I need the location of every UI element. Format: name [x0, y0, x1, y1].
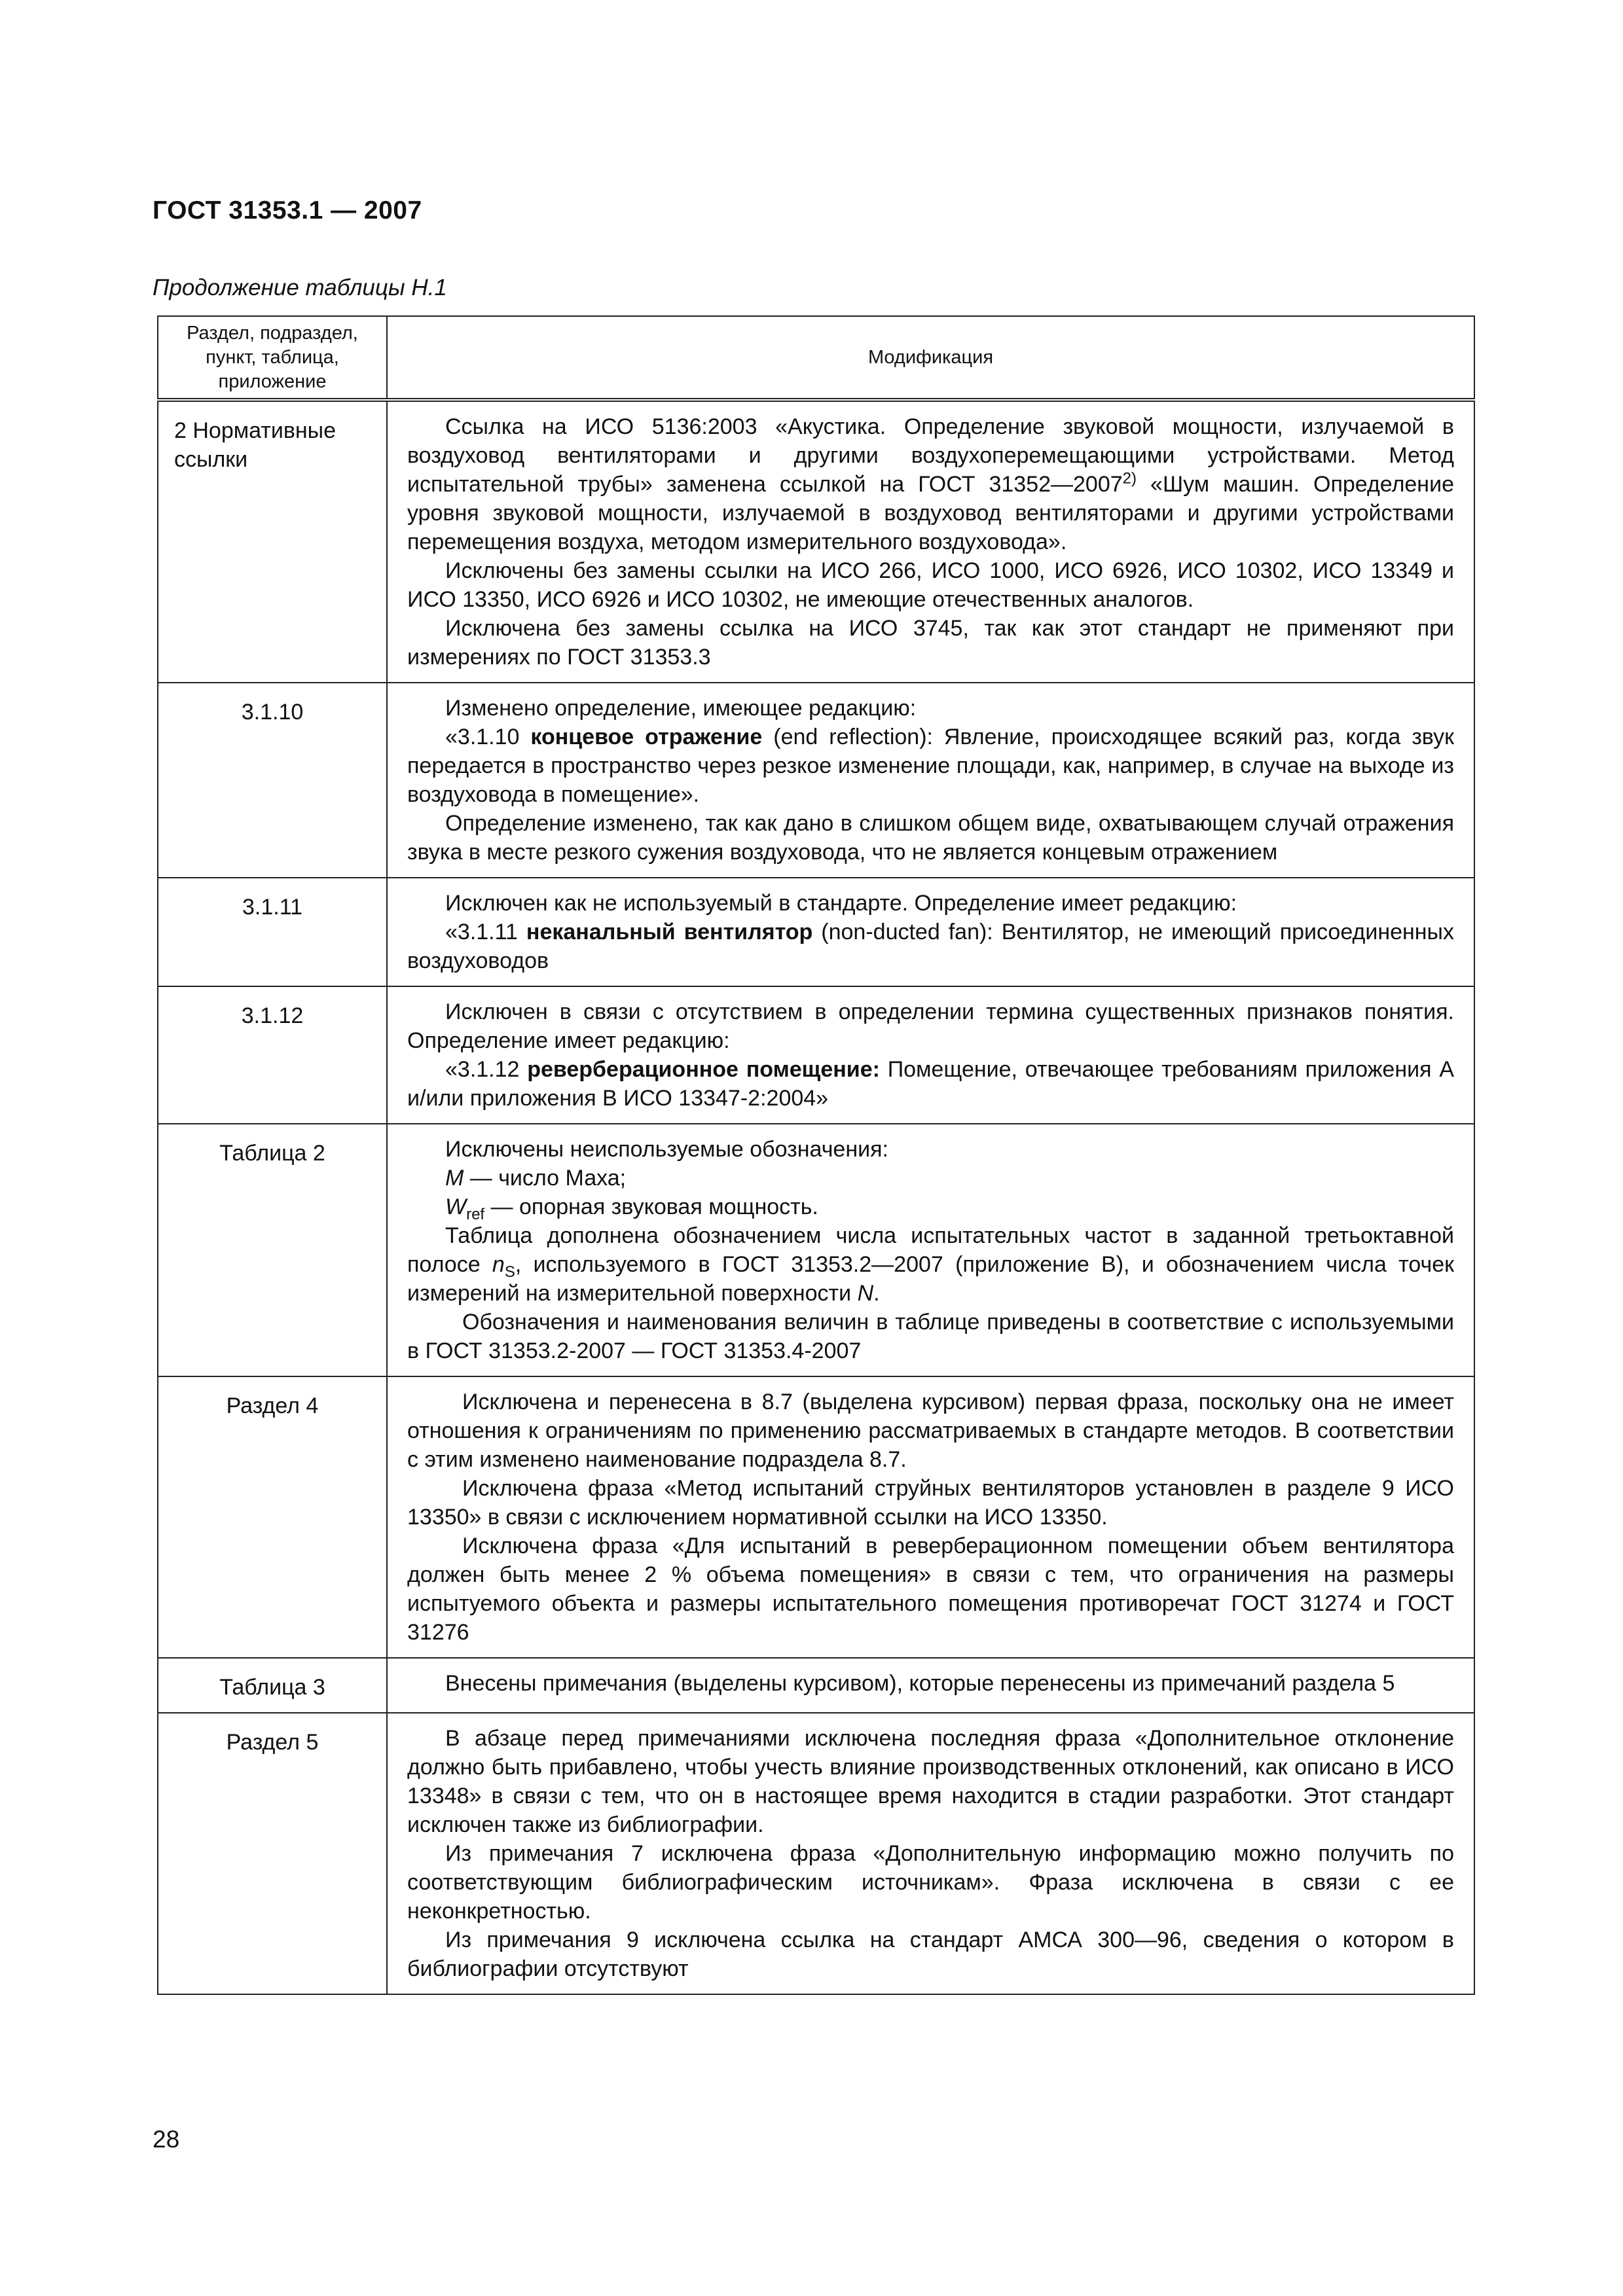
row-section-label: Таблица 3 — [158, 1658, 387, 1713]
subscript: ref — [466, 1205, 485, 1223]
table-row — [158, 1124, 1474, 1376]
modifications-table — [157, 315, 1475, 1995]
text: «3.1.10 — [445, 725, 531, 749]
paragraph: Из примечания 9 исключена ссылка на стандарт АМСА 300—96, сведения о котором в библиографии отсутствуют — [407, 1928, 1454, 1981]
row-modification-text — [387, 1713, 1474, 1994]
table-row — [158, 1376, 1474, 1658]
text: Помещение, отвечающее требованиям приложения А и/или приложения В ИСО 13347-2:2004» — [407, 1057, 1454, 1111]
table-continuation-caption: Продолжение таблицы Н.1 — [153, 275, 447, 300]
column-header-section: Раздел, подраздел, пункт, таблица, приложение — [158, 316, 387, 400]
paragraph: В абзаце перед примечаниями исключена последняя фраза «Дополнительное отклонение должно быть прибавлено, чтобы учесть влияние производственных отклонений, как описано в ИСО 13348» в связи с тем, что он в настоящее время находится в стадии разработки. Этот стандарт исключен также из библиографии. — [407, 1726, 1454, 1837]
symbol: N — [857, 1281, 874, 1306]
paragraph — [407, 1221, 1454, 1308]
paragraph — [407, 1055, 1454, 1113]
table-row — [158, 986, 1474, 1124]
row-modification-text — [387, 1658, 1474, 1713]
table-row — [158, 878, 1474, 986]
text: , используемого в ГОСТ 31353.2—2007 (приложение В), и обозначением числа точек измерений на измерительной поверхности — [407, 1252, 1455, 1306]
row-section-label: 2 Нормативные ссылки — [158, 400, 387, 683]
text: «3.1.12 — [445, 1057, 528, 1082]
paragraph — [407, 1164, 1454, 1193]
symbol: M — [445, 1166, 464, 1191]
subscript: S — [504, 1263, 515, 1281]
document-title: ГОСТ 31353.1 — 2007 — [153, 196, 422, 224]
row-modification-text — [387, 878, 1474, 986]
row-section-label: Раздел 4 — [158, 1376, 387, 1658]
table-row — [158, 1713, 1474, 1994]
paragraph: Исключен как не используемый в стандарте. Определение имеет редакцию: — [445, 891, 1237, 916]
paragraph: Обозначения и наименования величин в таблице приведены в соответствие с используемыми в ГОСТ 31353.2-2007 — ГОСТ 31353.4-2007 — [407, 1310, 1454, 1363]
paragraph: Внесены примечания (выделены курсивом), которые перенесены из примечаний раздела 5 — [445, 1671, 1395, 1696]
footnote-ref: 2) — [1122, 469, 1137, 488]
row-modification-text — [387, 683, 1474, 878]
paragraph: Определение изменено, так как дано в слишком общем виде, охватывающем случай отражения звука в месте резкого сужения воздуховода, что не является концевым отражением — [407, 811, 1454, 865]
text: (non-ducted fan): Вентилятор, не имеющий присоединенных воздуховодов — [407, 920, 1454, 973]
row-modification-text — [387, 1124, 1474, 1376]
paragraph: Исключены без замены ссылки на ИСО 266, ИСО 1000, ИСО 6926, ИСО 10302, ИСО 13349 и ИСО 13350, ИСО 6926 и ИСО 10302, не имеющие отечественных аналогов. — [407, 558, 1454, 612]
text: Ссылка на ИСО 5136:2003 «Акустика. Определение звуковой мощности, излучаемой в воздуховод вентиляторами и другими воздухоперемещающими устройствами. Метод испытательной трубы» заменена ссылкой на ГОСТ 31352—2007 — [407, 414, 1454, 497]
paragraph: Из примечания 7 исключена фраза «Дополнительную информацию можно получить по соответствующим библиографическим источникам». Фраза исключена в связи с ее неконкретностью. — [407, 1841, 1454, 1924]
text: (end reflection): Явление, происходящее всякий раз, когда звук передается в пространство через резкое изменение площади, как, например, в случае на выходе из воздуховода в помещение». — [407, 725, 1454, 807]
symbol: n — [492, 1252, 505, 1277]
table-row — [158, 400, 1474, 683]
row-modification-text — [387, 1376, 1474, 1658]
page-number: 28 — [153, 2126, 180, 2153]
defined-term: неканальный вентилятор — [526, 920, 813, 944]
row-section-label: 3.1.11 — [158, 878, 387, 986]
paragraph — [407, 1193, 1454, 1221]
text: «Шум машин. Определение уровня звуковой мощности, излучаемой в воздуховод вентиляторами и другими устройствами перемещения воздуха, методом измерительного воздуховода». — [407, 472, 1454, 554]
text: Таблица дополнена обозначением числа испытательных частот в заданной третьоктавной полосе — [407, 1223, 1454, 1277]
text: «3.1.11 — [445, 920, 526, 944]
table-header-row — [158, 316, 1474, 400]
defined-term: реверберационное помещение: — [527, 1057, 880, 1082]
paragraph: Исключена без замены ссылка на ИСО 3745, так как этот стандарт не применяют при измерениях по ГОСТ 31353.3 — [407, 616, 1454, 670]
row-modification-text — [387, 400, 1474, 683]
paragraph: Исключен в связи с отсутствием в определении термина существенных признаков понятия. Определение имеет редакцию: — [407, 999, 1454, 1053]
table-row — [158, 683, 1474, 878]
row-modification-text — [387, 986, 1474, 1124]
paragraph: Изменено определение, имеющее редакцию: — [445, 696, 917, 721]
row-section-label: Раздел 5 — [158, 1713, 387, 1994]
paragraph — [407, 723, 1454, 809]
paragraph: Исключена и перенесена в 8.7 (выделена курсивом) первая фраза, поскольку она не имеет отношения к ограничениям по применению рассматриваемых в стандарте методов. В соответствии с этим изменено наименование подраздела 8.7. — [407, 1390, 1454, 1472]
text: — число Маха; — [464, 1166, 627, 1191]
paragraph — [407, 918, 1454, 975]
text: . — [873, 1281, 880, 1306]
paragraph: Исключена фраза «Для испытаний в реверберационном помещении объем вентилятора должен быть менее 2 % объема помещения» в связи с тем, что ограничения на размеры испытуемого объекта и размеры испытательного помещения противоречат ГОСТ 31274 и ГОСТ 31276 — [407, 1534, 1454, 1645]
text: — опорная звуковая мощность. — [484, 1194, 818, 1219]
row-section-label: 3.1.10 — [158, 683, 387, 878]
paragraph — [407, 412, 1454, 556]
column-header-modification: Модификация — [387, 316, 1474, 400]
paragraph: Исключены неиспользуемые обозначения: — [445, 1137, 888, 1162]
paragraph: Исключена фраза «Метод испытаний струйных вентиляторов установлен в разделе 9 ИСО 13350» в связи с исключением нормативной ссылки на ИСО 13350. — [407, 1476, 1454, 1530]
row-section-label: Таблица 2 — [158, 1124, 387, 1376]
row-section-label: 3.1.12 — [158, 986, 387, 1124]
defined-term: концевое отражение — [530, 725, 763, 749]
symbol: W — [445, 1194, 467, 1219]
table-row — [158, 1658, 1474, 1713]
